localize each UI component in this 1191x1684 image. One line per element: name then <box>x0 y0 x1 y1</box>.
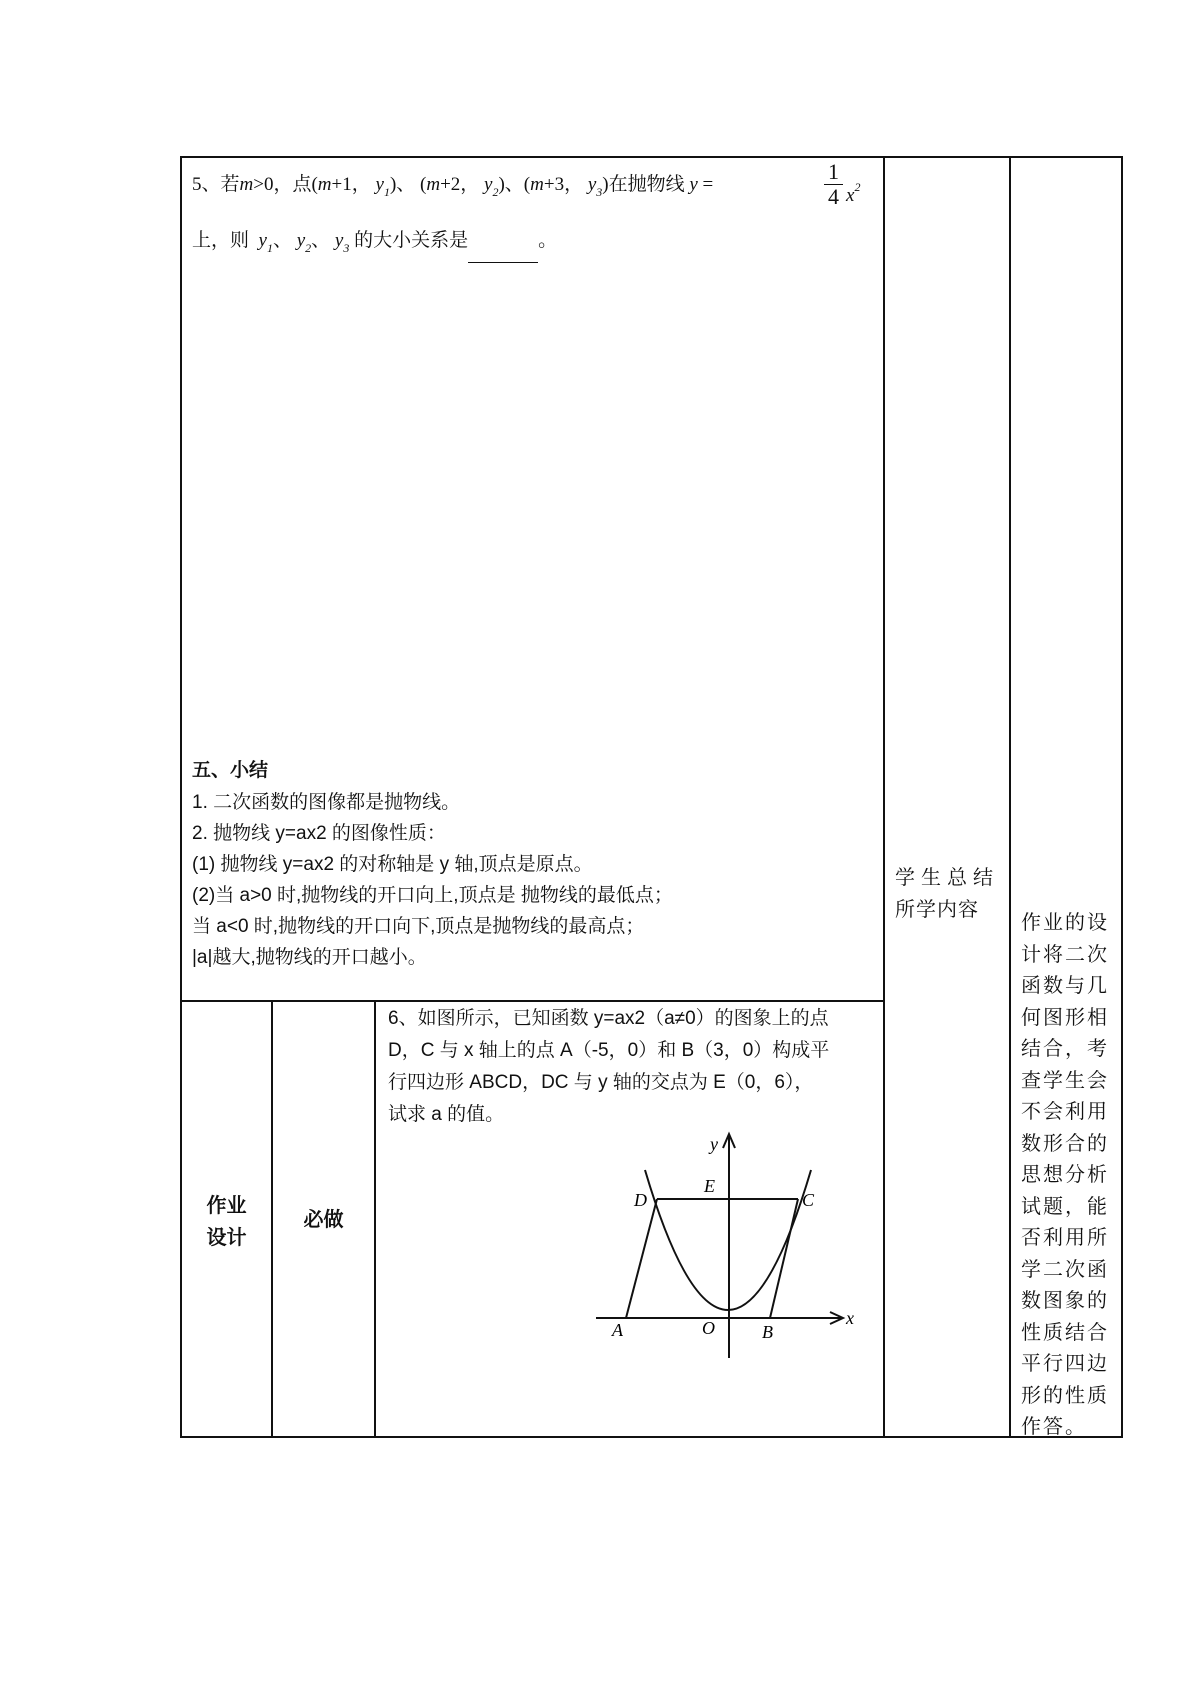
student-activity-line-2: 所学内容 <box>895 899 979 921</box>
y-axis <box>723 1134 735 1358</box>
homework-type: 必做 <box>303 1209 344 1231</box>
question-6-line-4: 试求 a 的值。 <box>388 1104 505 1125</box>
table-divider-student <box>1009 156 1011 1438</box>
figure-label-d: D <box>634 1190 647 1210</box>
table-border-bottom <box>180 1436 1123 1438</box>
summary-heading: 五、小结 <box>192 760 269 781</box>
figure-label-x: x <box>846 1308 854 1328</box>
design-line: 作业的设 <box>1021 912 1109 934</box>
homework-divider-2 <box>374 1000 376 1438</box>
question-6-line-2: D，C 与 x 轴上的点 A（-5，0）和 B（3，0）构成平 <box>388 1040 830 1061</box>
figure-label-y: y <box>710 1134 718 1154</box>
parabola-equation-x: $x^2$ <box>846 180 861 206</box>
figure-label-e: E <box>704 1176 715 1196</box>
figure-label-c: C <box>802 1190 815 1210</box>
question-6-line-3: 行四边形 ABCD，DC 与 y 轴的交点为 E（0，6）， <box>388 1072 814 1093</box>
design-line: 作答。 <box>1021 1416 1087 1438</box>
design-line: 性质结合 <box>1021 1321 1109 1344</box>
summary-line-5: 当 a<0 时,抛物线的开口向下,顶点是抛物线的最高点； <box>192 916 645 937</box>
figure-label-o: O <box>702 1318 715 1338</box>
design-line: 结合，考 <box>1021 1038 1109 1060</box>
summary-line-4: (2)当 a>0 时,抛物线的开口向上,顶点是 抛物线的最低点； <box>192 885 673 906</box>
figure-label-b: B <box>762 1322 773 1342</box>
question-5-line-1: 5、若m>0，点(m+1， $y_1$)、 (m+2， $y_2$)、(m+3， $y_3$)在抛物线 y = <box>192 174 714 199</box>
table-border-right <box>1121 156 1123 1438</box>
segment-ad <box>626 1199 657 1318</box>
design-line: 平行四边 <box>1021 1353 1109 1375</box>
design-line: 数形合的 <box>1021 1132 1109 1155</box>
figure-label-a: A <box>612 1320 623 1340</box>
homework-row-divider <box>180 1000 885 1002</box>
question-6-line-1: 6、如图所示，已知函数 y=ax2（a≠0）的图象上的点 <box>388 1008 829 1029</box>
homework-category: 作业 设计 <box>206 1195 247 1249</box>
parabola-equation-fraction: $\frac{1}{4}$ <box>824 160 843 209</box>
design-line: 何图形相 <box>1021 1006 1109 1029</box>
design-line: 思想分析 <box>1021 1164 1109 1186</box>
design-line: 形的性质 <box>1021 1384 1109 1407</box>
design-line: 计将二次 <box>1021 943 1109 966</box>
summary-line-2: 2. 抛物线 y=ax2 的图像性质： <box>192 823 446 844</box>
summary-line-1: 1. 二次函数的图像都是抛物线。 <box>192 792 461 813</box>
answer-blank <box>468 244 538 263</box>
design-line: 学二次函 <box>1021 1258 1109 1281</box>
design-line: 否利用所 <box>1021 1227 1109 1249</box>
design-line: 函数与几 <box>1021 975 1109 997</box>
design-line: 数图象的 <box>1021 1290 1109 1312</box>
student-activity-line-1: 学生总结 <box>895 867 999 889</box>
summary-line-3: (1) 抛物线 y=ax2 的对称轴是 y 轴,顶点是原点。 <box>192 854 593 875</box>
design-intent <box>1021 908 1117 1444</box>
design-line: 查学生会 <box>1021 1069 1109 1092</box>
design-line: 试题，能 <box>1021 1195 1109 1218</box>
x-axis <box>596 1312 843 1324</box>
table-divider-main <box>883 156 885 1438</box>
question-5-line-2: 上，则 $y_1$、 $y_2$、 $y_3$ 的大小关系是 。 <box>192 226 557 263</box>
parabola-figure <box>590 1130 860 1370</box>
table-border-top <box>180 156 1123 158</box>
summary-line-6: |a|越大,抛物线的开口越小。 <box>192 947 427 968</box>
segment-bc <box>770 1199 798 1318</box>
design-line: 不会利用 <box>1021 1101 1109 1123</box>
